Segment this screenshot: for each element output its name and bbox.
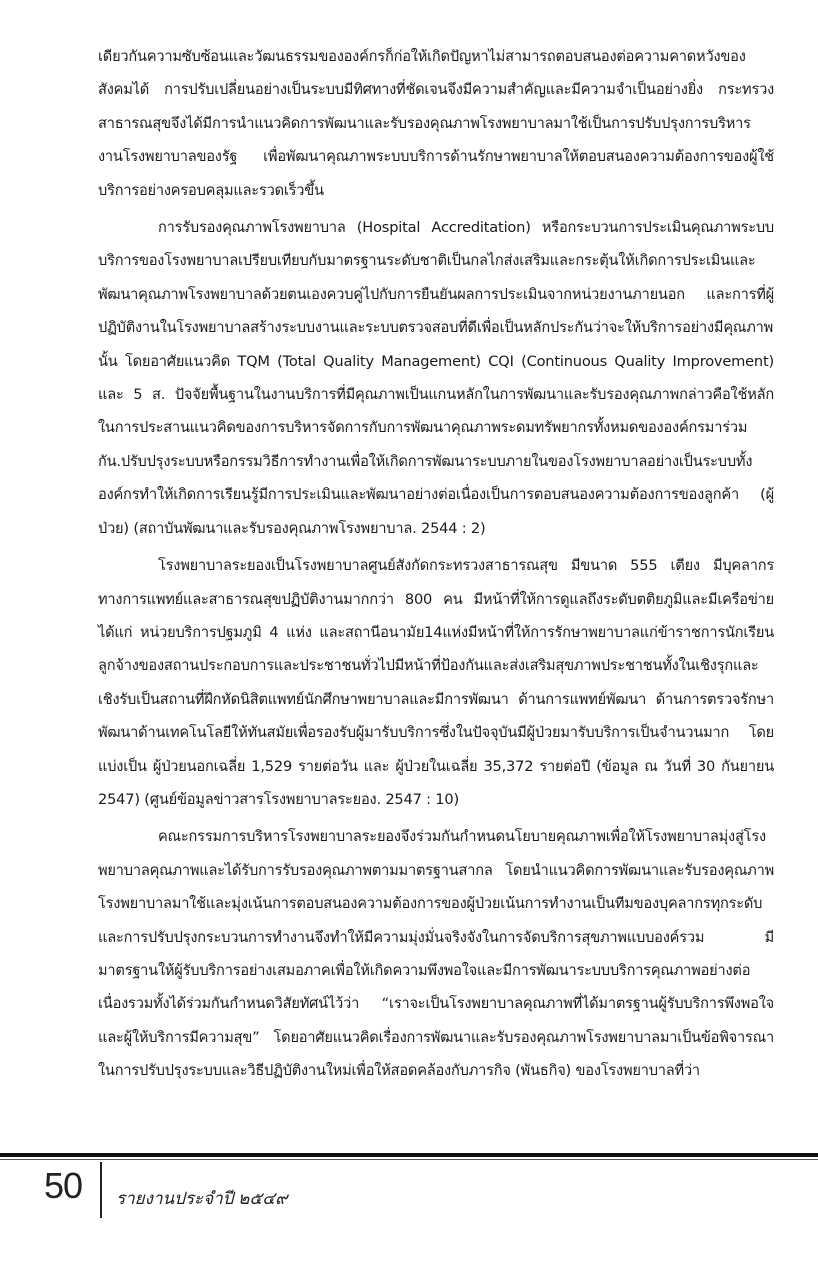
body-text	[98, 40, 774, 1088]
publication-title: รายงานประจำปี ๒๕๔๙	[116, 1189, 288, 1208]
paragraph-3: โรงพยาบาลระยองเป็นโรงพยาบาลศูนย์สังกัดกระทรวงสาธารณสุข มีขนาด 555 เตียง มีบุคลากรทางการแพทย์และสาธารณสุขปฏิบัติงานมากกว่า 800 คน มีหน้าที่ให้การดูแลถึงระดับตติยภูมิและมีเครือข่ายได้แก่ หน่วยบริการปฐมภูมิ 4 แห่ง และสถานีอนามัย14แห่งมีหน้าที่ให้การรักษาพยาบาลแก่ข้าราชการนักเรียน ลูกจ้างของสถานประกอบการและประชาชนทั่วไปมีหน้าที่ป้องกันและส่งเสริมสุขภาพประชาชนทั้งในเชิงรุกและเชิงรับเป็นสถานที่ฝึกหัดนิสิตแพทย์นักศึกษาพยาบาลและมีการพัฒนา ด้านการแพทย์พัฒนา ด้านการตรวจรักษาพัฒนาด้านเทคโนโลยีให้ทันสมัยเพื่อรองรับผู้มารับบริการซึ่งในปัจจุบันมีผู้ป่วยมารับบริการเป็นจำนวนมาก โดยแบ่งเป็น ผู้ป่วยนอกเฉลี่ย 1,529 รายต่อวัน และ ผู้ป่วยในเฉลี่ย 35,372 รายต่อปี (ข้อมูล ณ วันที่ 30 กันยายน 2547) (ศูนย์ข้อมูลข่าวสารโรงพยาบาลระยอง. 2547 : 10)	[98, 557, 774, 808]
paragraph-4: คณะกรรมการบริหารโรงพยาบาลระยองจึงร่วมกันกำหนดนโยบายคุณภาพเพื่อให้โรงพยาบาลมุ่งสู่โรงพยาบาลคุณภาพและได้รับการรับรองคุณภาพตามมาตรฐานสากล โดยนำแนวคิดการพัฒนาและรับรองคุณภาพโรงพยาบาลมาใช้และมุ่งเน้นการตอบสนองความต้องการของผู้ป่วยเน้นการทำงานเป็นทีมของบุคลากรทุกระดับและการปรับปรุงกระบวนการทำงานจึงทำให้มีความมุ่งมั่นจริงจังในการจัดบริการสุขภาพแบบองค์รวม มีมาตรฐานให้ผู้รับบริการอย่างเสมอภาคเพื่อให้เกิดความพึงพอใจและมีการพัฒนาระบบบริการคุณภาพอย่างต่อเนื่องรวมทั้งได้ร่วมกันกำหนดวิสัยทัศน์ไว้ว่า “เราจะเป็นโรงพยาบาลคุณภาพที่ได้มาตรฐานผู้รับบริการพึงพอใจและผู้ให้บริการมีความสุข” โดยอาศัยแนวคิดเรื่องการพัฒนาและรับรองคุณภาพโรงพยาบาลมาเป็นข้อพิจารณาในการปรับปรุงระบบและวิธีปฏิบัติงานใหม่เพื่อให้สอดคล้องกับภารกิจ (พันธกิจ) ของโรงพยาบาลที่ว่า	[98, 828, 774, 1080]
footer-rule	[0, 1153, 818, 1157]
footer-rule-thin	[0, 1159, 818, 1160]
paragraph-1: เดียวกันความซับซ้อนและวัฒนธรรมขององค์กรก็ก่อให้เกิดปัญหาไม่สามารถตอบสนองต่อความคาดหวังของสังคมได้ การปรับเปลี่ยนอย่างเป็นระบบมีทิศทางที่ชัดเจนจึงมีความสำคัญและมีความจำเป็นอย่างยิ่ง กระทรวงสาธารณสุขจึงได้มีการนำแนวคิดการพัฒนาและรับรองคุณภาพโรงพยาบาลมาใช้เป็นการปรับปรุงการบริหารงานโรงพยาบาลของรัฐ เพื่อพัฒนาคุณภาพระบบบริการด้านรักษาพยาบาลให้ตอบสนองความต้องการของผู้ใช้บริการอย่างครอบคลุมและรวดเร็วขึ้น	[98, 48, 774, 199]
paragraph-2: การรับรองคุณภาพโรงพยาบาล (Hospital Accreditation) หรือกระบวนการประเมินคุณภาพระบบบริการของโรงพยาบาลเปรียบเทียบกับมาตรฐานระดับชาติเป็นกลไกส่งเสริมและกระตุ้นให้เกิดการประเมินและพัฒนาคุณภาพโรงพยาบาลด้วยตนเองควบคู่ไปกับการยืนยันผลการประเมินจากหน่วยงานภายนอก และการที่ผู้ปฏิบัติงานในโรงพยาบาลสร้างระบบงานและระบบตรวจสอบที่ดีเพื่อเป็นหลักประกันว่าจะให้บริการอย่างมีคุณภาพนั้น โดยอาศัยแนวคิด TQM (Total Quality Management) CQI (Continuous Quality Improvement) และ 5 ส. ปัจจัยพื้นฐานในงานบริการที่มีคุณภาพเป็นแกนหลักในการพัฒนาและรับรองคุณภาพกล่าวคือใช้หลักในการประสานแนวคิดของการบริหารจัดการกับการพัฒนาคุณภาพระดมทรัพยากรทั้งหมดขององค์กรมาร่วมกัน.ปรับปรุงระบบหรือกรรมวิธีการทำงานเพื่อให้เกิดการพัฒนาระบบภายในของโรงพยาบาลอย่างเป็นระบบทั้งองค์กรทำให้เกิดการเรียนรู้มีการประเมินและพัฒนาอย่างต่อเนื่องเป็นการตอบสนองความต้องการของลูกค้า (ผู้ป่วย) (สถาบันพัฒนาและรับรองคุณภาพโรงพยาบาล. 2544 : 2)	[98, 219, 774, 537]
footer-divider	[100, 1162, 102, 1218]
page-number: 50	[44, 1165, 83, 1206]
